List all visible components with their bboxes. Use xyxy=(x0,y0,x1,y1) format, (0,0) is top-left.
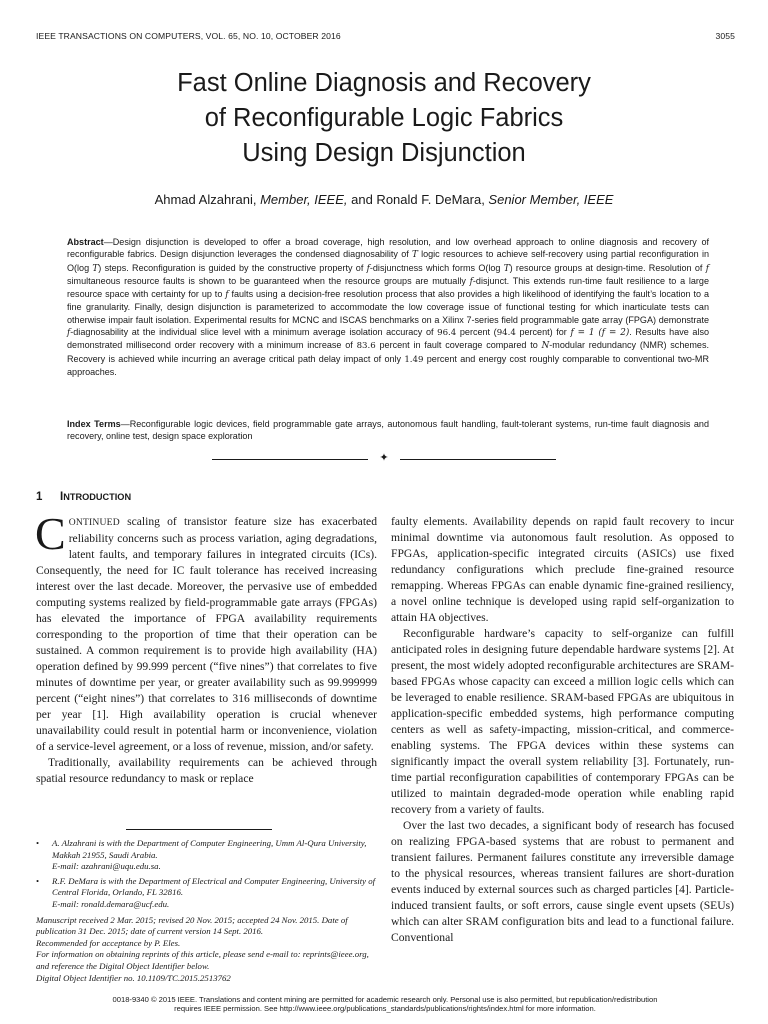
author-list xyxy=(60,191,708,208)
abstract-text: ) steps. Reconfiguration is guided by the constructive property of xyxy=(98,262,367,273)
index-terms xyxy=(67,418,709,443)
divider-line-left xyxy=(212,459,368,460)
math-symbol: f xyxy=(225,290,229,301)
abstract-text: logic resources to achieve self-recovery using partial reconfiguration in O(log xyxy=(67,249,709,273)
abstract-text: simultaneous resource faults is shown to be guaranteed when the resource groups are mutually xyxy=(67,275,470,286)
body-paragraph xyxy=(35,508,377,755)
abstract-text: -disjunctness which forms O(log xyxy=(369,262,504,273)
section-number: 1 xyxy=(36,491,43,503)
abstract-text: faults using a decision-free resolution process that also provides a high likelihood of identifying the fault’s location to a fine granularity. Finally, design disjunction is parameterized to accommodate the low coverage issue of functional testing for which inarticulate tests can otherwise impair fault isolation. Experimental results for MCNC and ISCAS benchmarks on a Xilinx 7-series field programmable gate array (FPGA) demonstrate xyxy=(67,289,709,325)
math-symbol: T xyxy=(92,263,99,274)
body-paragraph: Over the last two decades, a significant body of research has focused on realizing FPGA-based systems that are robust to permanent and transient failures. Permanent failures constitute any irreversible damage to the physical resources, whereas transient failures are short-duration events induced by external sources such as charged particles [4]. Particle-induced transient faults, or soft errors, cause single event upsets (SEUs) which can alter SRAM configuration bits and lead to a functional failure. Conventional xyxy=(391,819,734,944)
math-number: 96.4 xyxy=(437,328,457,339)
footnote-affiliation xyxy=(36,876,377,911)
journal-name: IEEE TRANSACTIONS ON COMPUTERS, VOL. 65, NO. 10, OCTOBER 2016 xyxy=(36,31,341,41)
footnote-rule xyxy=(126,829,272,830)
paragraph-text: scaling of transistor feature size has exacerbated reliability concerns such as process variation, aging degradations, latent faults, and temporary failures in integrated circuits (ICs). Consequently, the need for IC fault tolerance has received increasing interest over the last decade. Moreover, the pervasive use of embedded computing systems realized by field-programmable gate arrays (FPGAs) has elevated the importance of FPGA availability requirements corresponding to the proportion of time that their operation can be sustained. A common requirement is to provide high availability (HA) operation defined by 99.999 percent (“five nines”) that correlates to five minutes of downtime per year, or greater availability such as 99.999999 percent (“eight nines”) that correlates to 316 milliseconds of downtime per year [1]. High availability operation is crucial whenever unavailability could result in potential harm or inconvenience, violation of a service-level agreement, or a loss of revenue, mission, and/or safety. xyxy=(36,515,377,753)
section-divider xyxy=(212,452,556,466)
math-expression: f = 1 (f = 2) xyxy=(570,328,630,339)
abstract-text: . Results have also demonstrated millisecond order recovery with a minimum increase of xyxy=(67,327,710,351)
copyright-notice xyxy=(36,995,734,1013)
abstract xyxy=(67,236,709,378)
bullet-icon: • xyxy=(36,838,40,848)
author-name: Ahmad Alzahrani, xyxy=(154,192,261,207)
footnote-text: R.F. DeMara is with the Department of Electrical and Computer Engineering, University of Central Florida, Orlando, FL 32816. xyxy=(52,875,376,898)
section-title-initial: I xyxy=(60,491,64,503)
running-head xyxy=(36,31,735,45)
abstract-label: Abstract xyxy=(67,237,104,247)
abstract-text: -disjunct. This extends run-time fault resilience to a large resource space with certainty for up to xyxy=(67,275,709,300)
doi: Digital Object Identifier no. 10.1109/TC.2015.2513762 xyxy=(36,972,231,983)
abstract-text: -diagnosability at the individual slice level with a minimum average isolation accuracy of xyxy=(70,327,438,338)
body-paragraph: Reconfigurable hardware’s capacity to self-organize can fulfill anticipated roles in designing future dependable hardware systems [2]. At present, the most widely adopted reconfigurable architectures are SRAM-based FPGAs whose capacity can exceed a million logic cells which can be leveraged to enable resilience. SRAM-based FPGAs are ubiquitous in application-specific embedded systems, high performance computing centers as well as safety-impacting, mission-critical, and commerce-enabling systems. The FPGA devices within these systems can significantly impact the overall system reliability [3]. Fortunately, run-time partial reconfiguration capabilities of contemporary FPGAs can be utilized to maintain degraded-mode operation while enabling rapid recovery from a variety of faults. xyxy=(391,627,734,816)
body-paragraph: Traditionally, availability requirements can be achieved through spatial resource redundancy to mask or replace xyxy=(36,756,377,785)
footnote-email: E-mail: ronald.demara@ucf.edu. xyxy=(52,898,170,909)
math-symbol: N xyxy=(541,341,550,352)
copyright-line: requires IEEE permission. See http://www.ieee.org/publications_standards/publications/rights/index.html for more information. xyxy=(174,1004,596,1014)
manuscript-dates: Manuscript received 2 Mar. 2015; revised 20 Nov. 2015; accepted 24 Nov. 2015. Date of publication 31 Dec. 2015; date of current version 14 Sept. 2016. xyxy=(36,914,348,937)
reprints-info: For information on obtaining reprints of this article, please send e-mail to: reprints@ieee.org, and reference the Digital Object Identifier below. xyxy=(36,949,369,971)
abstract-text: percent and energy cost roughly comparable to conventional two-MR approaches. xyxy=(67,353,709,377)
paper-title xyxy=(60,66,708,171)
bullet-icon: • xyxy=(36,875,40,886)
body-paragraph: faulty elements. Availability depends on rapid fault recovery to incur minimal downtime via autonomous fault resolution. As opposed to FPGAs, application-specific integrated circuits (ASICs) use fixed redundancy configurations which preclude fine-grained resource remapping. Whereas FPGAs can enable dynamic fine-grained resiliency, a novel online technique is developed using rapid self-organization to attain HA objectives. xyxy=(391,515,734,624)
footnote-email: E-mail: azahrani@uqu.edu.sa. xyxy=(52,861,161,872)
footnote-affiliation xyxy=(36,838,377,873)
author-name: and Ronald F. DeMara, xyxy=(347,192,489,207)
footnotes xyxy=(36,838,377,984)
section-title-rest: NTRODUCTION xyxy=(63,492,132,502)
abstract-text: percent ( xyxy=(456,327,497,338)
section-heading-introduction xyxy=(36,491,131,503)
author-membership: Member, IEEE, xyxy=(260,192,348,207)
math-number: 94.4 xyxy=(496,328,516,339)
copyright-line: 0018-9340 © 2015 IEEE. Translations and content mining are permitted for academic research only. Personal use is also permitted, but republication/redistribution xyxy=(112,995,658,1004)
title-line: Fast Online Diagnosis and Recovery xyxy=(177,69,591,97)
right-column xyxy=(391,514,734,946)
abstract-text: —Design disjunction is developed to offer a broad coverage, high resolution, and low overhead approach to online diagnosis and recovery of reconfigurable fabrics. Design disjunction leverages the condensed diagnosability of xyxy=(67,237,709,260)
title-line: Using Design Disjunction xyxy=(242,139,526,167)
index-terms-text: —Reconfigurable logic devices, field programmable gate arrays, autonomous fault handling, fault-tolerant systems, run-time fault diagnosis and recovery, online test, design space exploration xyxy=(67,419,709,442)
abstract-text: percent) for xyxy=(515,327,571,338)
page-number: 3055 xyxy=(715,31,735,41)
author-membership: Senior Member, IEEE xyxy=(488,192,614,207)
abstract-text: ) resource groups at design-time. Resolution of xyxy=(509,262,706,273)
math-number: 83.6 xyxy=(356,341,376,352)
title-line: of Reconfigurable Logic Fabrics xyxy=(204,104,564,132)
math-symbol: f xyxy=(469,276,473,287)
abstract-text: -modular redundancy (NMR) schemes. Recovery is achieved while incurring an average critical path delay impact of only xyxy=(67,340,709,364)
math-number: 1.49 xyxy=(404,354,424,365)
divider-line-right xyxy=(400,459,556,460)
index-terms-label: Index Terms xyxy=(67,419,121,429)
math-symbol: f xyxy=(67,328,71,339)
footnote-text: A. Alzahrani is with the Department of Computer Engineering, Umm Al-Qura University, Makkah 21955, Saudi Arabia. xyxy=(52,838,367,860)
drop-cap: C xyxy=(35,508,66,559)
math-symbol: f xyxy=(705,263,709,274)
left-column xyxy=(35,508,377,787)
abstract-text: percent in fault coverage compared to xyxy=(375,340,542,351)
math-symbol: T xyxy=(503,263,510,274)
math-symbol: T xyxy=(411,250,418,261)
math-symbol: f xyxy=(366,263,370,274)
small-caps-lead: ONTINUED xyxy=(68,517,120,528)
divider-diamond-icon: ✦ xyxy=(379,452,389,464)
recommended-by: Recommended for acceptance by P. Eles. xyxy=(36,937,181,948)
